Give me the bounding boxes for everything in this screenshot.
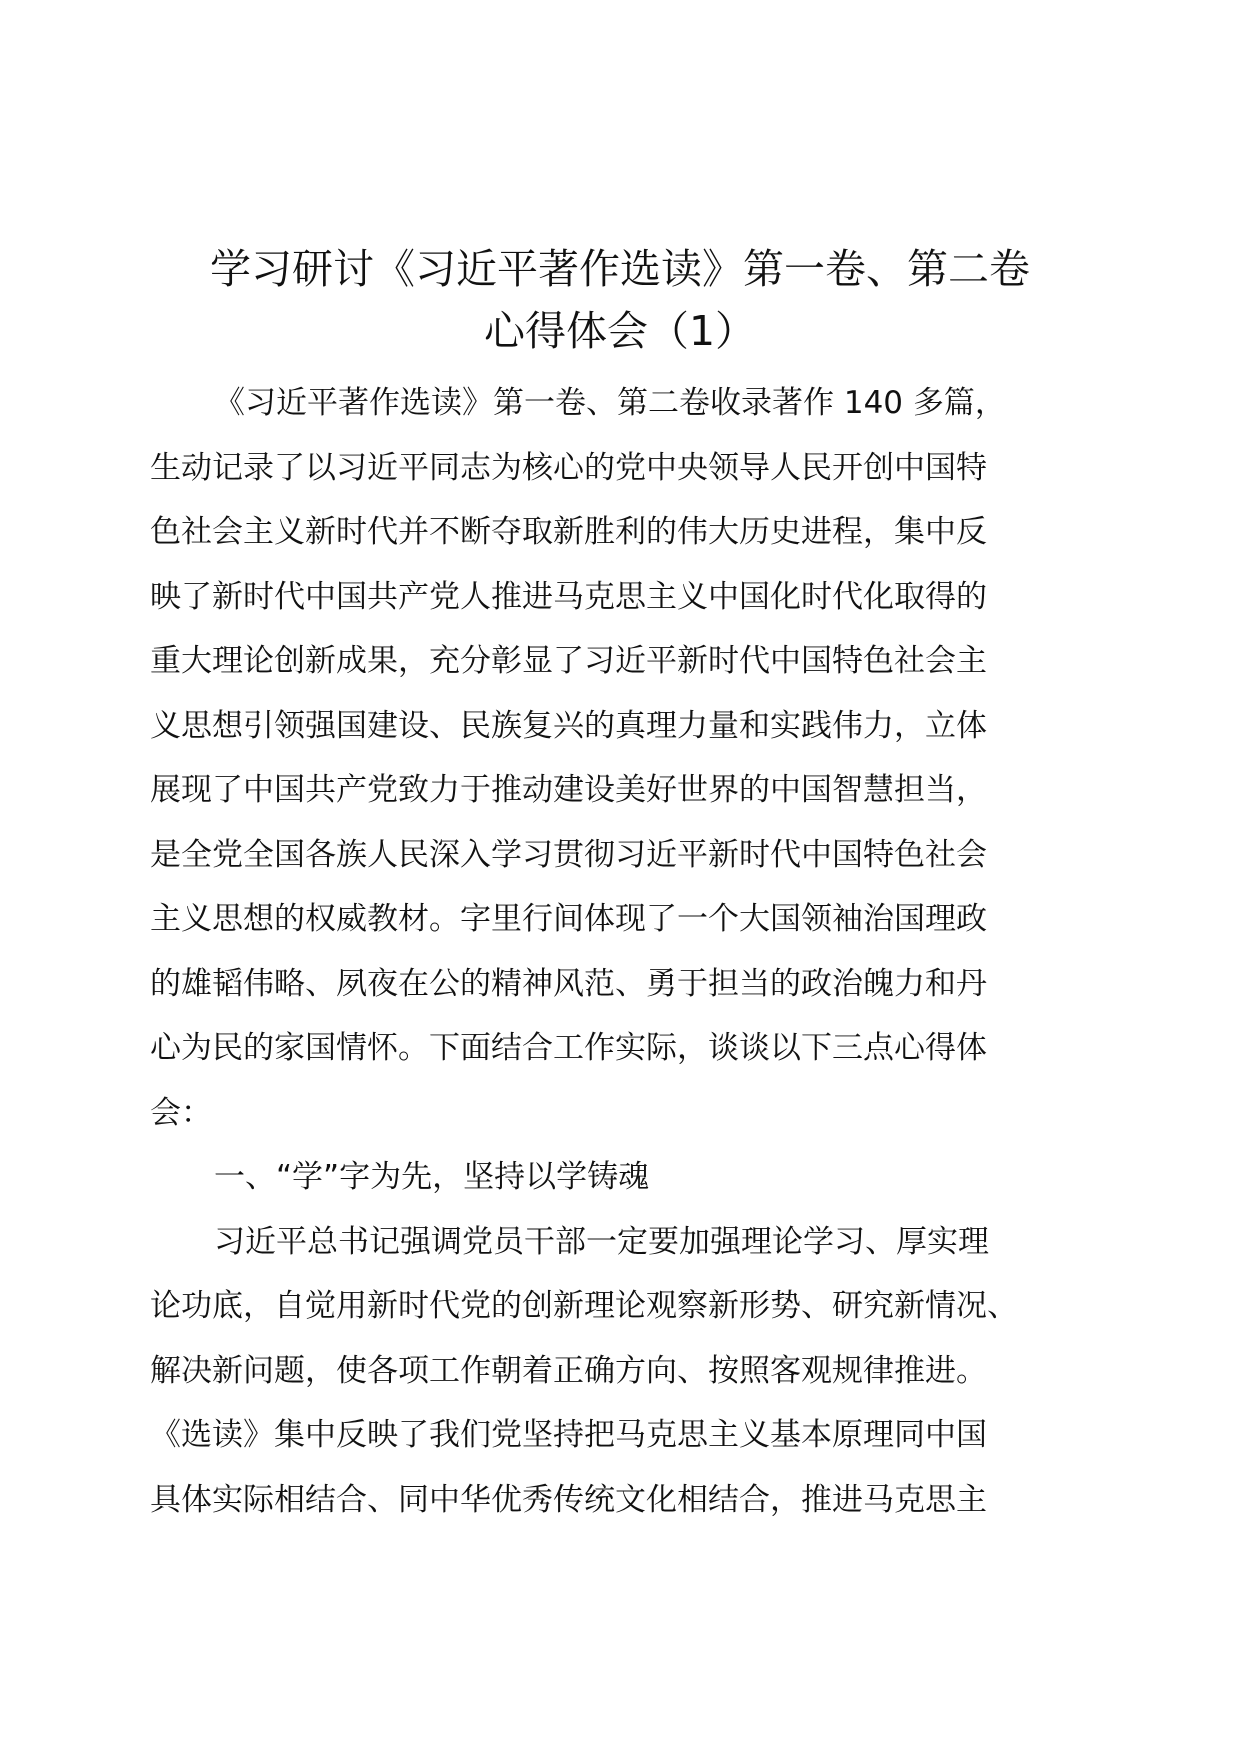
text-line: 映了新时代中国共产党人推进马克思主义中国化时代化取得的 bbox=[150, 578, 987, 615]
text-line: 义思想引领强国建设、民族复兴的真理力量和实践伟力，立体 bbox=[150, 707, 987, 744]
text-line: 色社会主义新时代并不断夺取新胜利的伟大历史进程，集中反 bbox=[150, 514, 987, 550]
section-heading bbox=[150, 1145, 1150, 1210]
paragraph-intro bbox=[150, 371, 1150, 1145]
text-line: 解决新问题，使各项工作朝着正确方向、按照客观规律推进。 bbox=[150, 1352, 987, 1389]
document-title bbox=[150, 238, 1090, 362]
text-line: 具体实际相结合、同中华优秀传统文化相结合，推进马克思主 bbox=[150, 1481, 987, 1518]
text-line: 展现了中国共产党致力于推动建设美好世界的中国智慧担当， bbox=[150, 772, 987, 808]
text-line: 生动记录了以习近平同志为核心的党中央领导人民开创中国特 bbox=[150, 449, 987, 486]
text-line: 的雄韬伟略、夙夜在公的精神风范、勇于担当的政治魄力和丹 bbox=[150, 965, 987, 1002]
text-line: 重大理论创新成果，充分彰显了习近平新时代中国特色社会主 bbox=[150, 643, 987, 679]
text-line: 心为民的家国情怀。下面结合工作实际，谈谈以下三点心得体 bbox=[150, 1030, 987, 1066]
text-line: 会： bbox=[150, 1094, 212, 1131]
paragraph-section-one bbox=[150, 1210, 1150, 1533]
text-line: 《选读》集中反映了我们党坚持把马克思主义基本原理同中国 bbox=[150, 1417, 987, 1453]
document-body bbox=[150, 371, 1150, 1532]
text-line: 习近平总书记强调党员干部一定要加强理论学习、厚实理 bbox=[214, 1223, 989, 1260]
text-line: 《习近平著作选读》第一卷、第二卷收录著作 140 多篇， bbox=[214, 385, 1006, 421]
title-line-2: 心得体会（1） bbox=[483, 307, 757, 355]
section-heading-text: 一、“学”字为先，坚持以学铸魂 bbox=[214, 1159, 650, 1195]
title-line-1: 学习研讨《习近平著作选读》第一卷、第二卷 bbox=[210, 245, 1030, 293]
text-line: 论功底，自觉用新时代党的创新理论观察新形势、研究新情况、 bbox=[150, 1288, 1018, 1324]
text-line: 是全党全国各族人民深入学习贯彻习近平新时代中国特色社会 bbox=[150, 836, 987, 873]
text-line: 主义思想的权威教材。字里行间体现了一个大国领袖治国理政 bbox=[150, 901, 987, 937]
